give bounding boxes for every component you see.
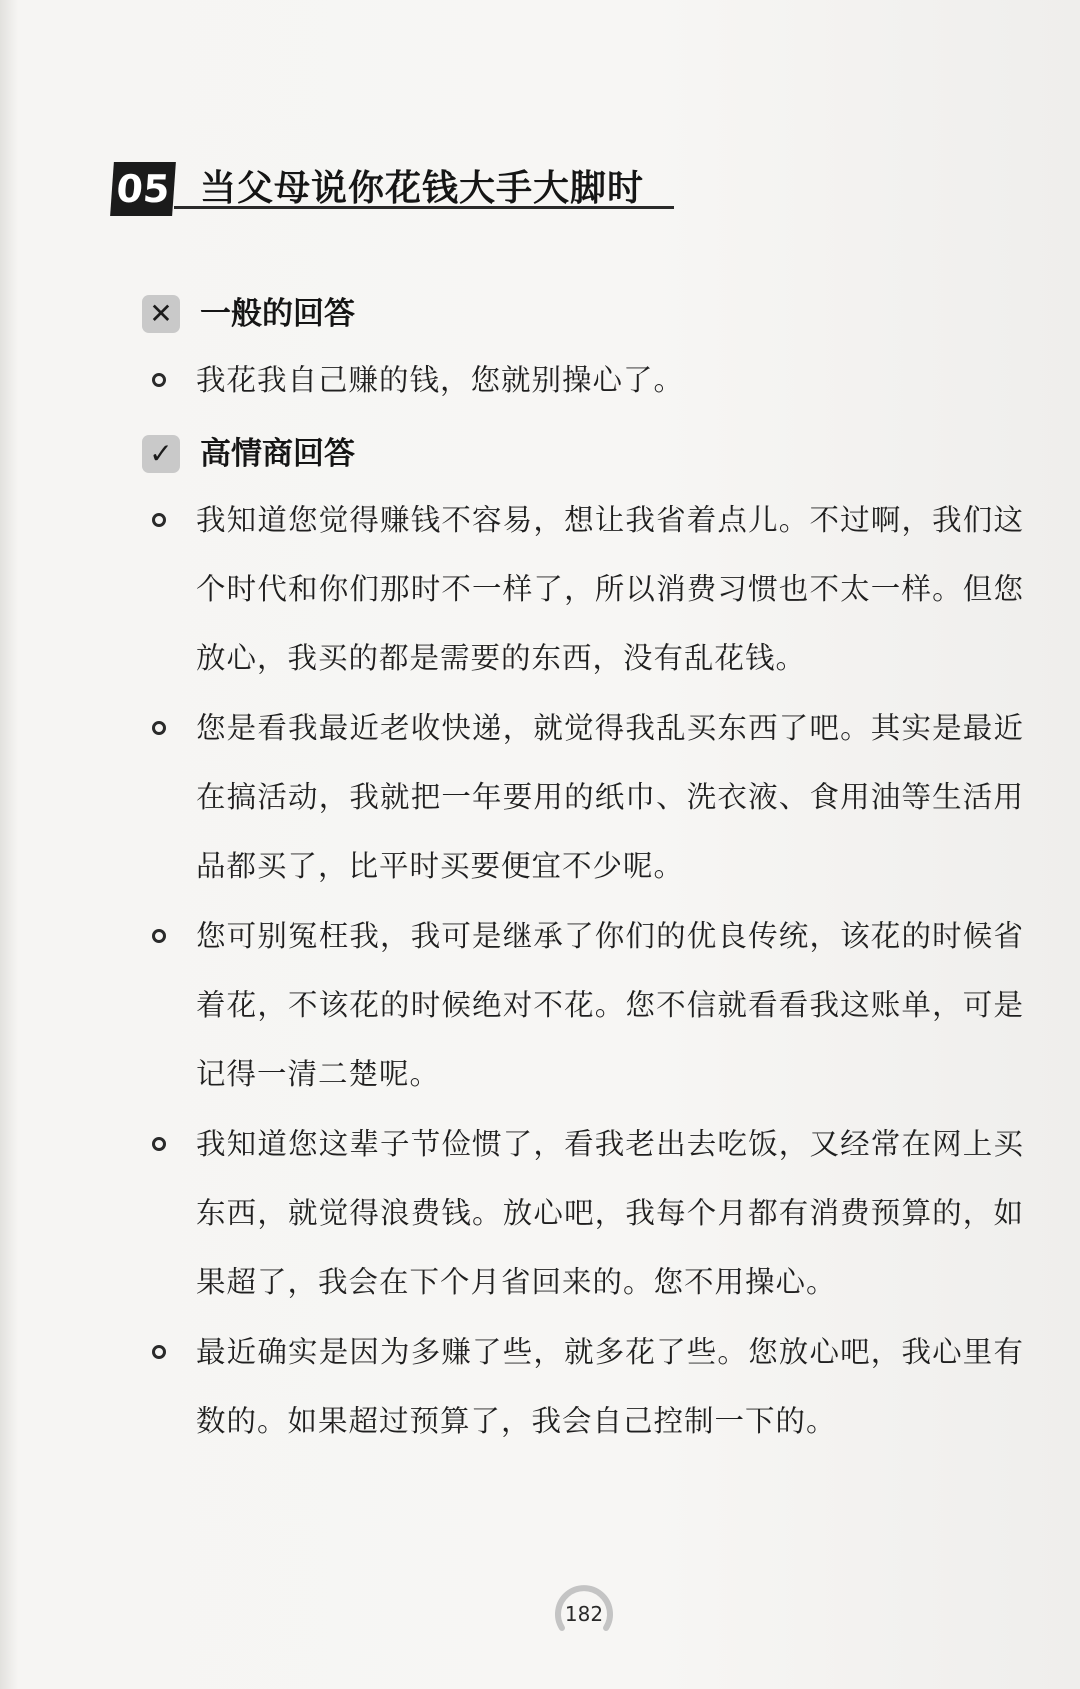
bullet-icon bbox=[152, 1345, 166, 1359]
section-title: 当父母说你花钱大手大脚时 bbox=[200, 168, 645, 209]
high-eq-answer-item: 最近确实是因为多赚了些，就多花了些。您放心吧，我心里有数的。如果超过预算了，我会自己控制一下的。 bbox=[196, 1335, 1024, 1438]
high-eq-answer-item: 您是看我最近老收快递，就觉得我乱买东西了吧。其实是最近在搞活动，我就把一年要用的纸巾、洗衣液、食用油等生活用品都买了，比平时买要便宜不少呢。 bbox=[196, 711, 1024, 883]
general-answer-item: 我花我自己赚的钱，您就别操心了。 bbox=[196, 363, 685, 397]
bullet-icon bbox=[152, 373, 166, 387]
page-number: 182 bbox=[564, 1602, 604, 1626]
high-eq-answer-item: 我知道您这辈子节俭惯了，看我老出去吃饭，又经常在网上买东西，就觉得浪费钱。放心吧，我每个月都有消费预算的，如果超了，我会在下个月省回来的。您不用操心。 bbox=[196, 1127, 1024, 1299]
section-number-badge: 05 bbox=[110, 162, 176, 216]
high-eq-answer-item: 我知道您觉得赚钱不容易，想让我省着点儿。不过啊，我们这个时代和你们那时不一样了，所以消费习惯也不太一样。但您放心，我买的都是需要的东西，没有乱花钱。 bbox=[196, 503, 1024, 675]
bullet-icon bbox=[152, 1137, 166, 1151]
bullet-icon bbox=[152, 513, 166, 527]
bullet-icon bbox=[152, 721, 166, 735]
high-eq-answer-label: 高情商回答 bbox=[200, 436, 355, 472]
page-number-badge bbox=[552, 1582, 616, 1646]
cross-icon: ✕ bbox=[142, 295, 180, 333]
section-header bbox=[112, 150, 672, 220]
general-answer-label: 一般的回答 bbox=[200, 296, 355, 332]
check-icon: ✓ bbox=[142, 435, 180, 473]
high-eq-answer-item: 您可别冤枉我，我可是继承了你们的优良传统，该花的时候省着花，不该花的时候绝对不花。您不信就看看我这账单，可是记得一清二楚呢。 bbox=[196, 919, 1024, 1091]
bullet-icon bbox=[152, 929, 166, 943]
